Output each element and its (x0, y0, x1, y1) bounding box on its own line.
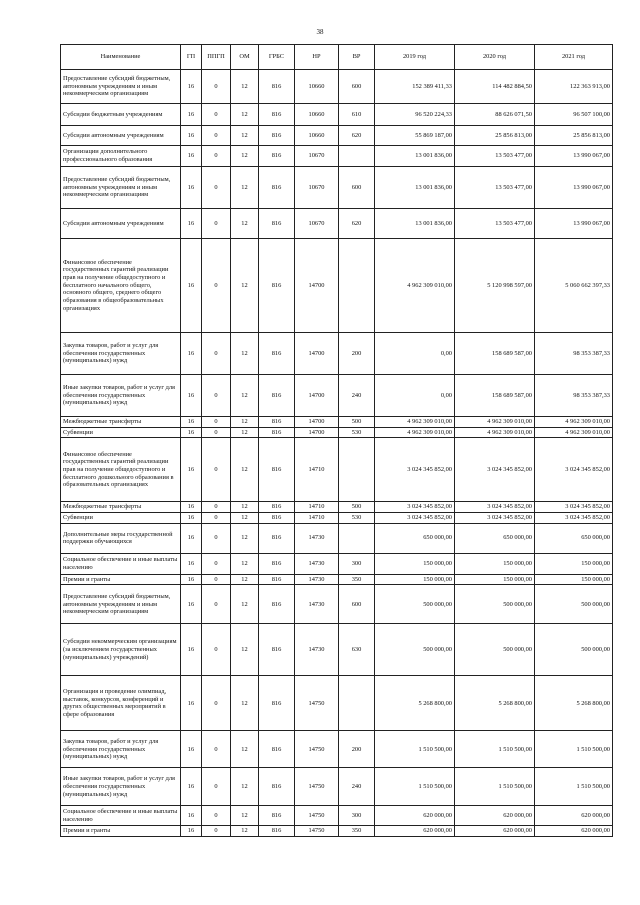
cell-om: 12 (231, 768, 259, 806)
cell-name: Закупка товаров, работ и услуг для обеспечения государственных (муниципальных) нужд (61, 731, 181, 768)
cell-2019: 4 962 309 010,00 (375, 417, 455, 428)
cell-2020: 13 503 477,00 (455, 209, 535, 239)
cell-grbs: 816 (259, 826, 295, 837)
cell-2021: 122 363 913,00 (535, 70, 613, 104)
cell-nr: 14730 (295, 585, 339, 624)
cell-2021: 650 000,00 (535, 523, 613, 553)
cell-2019: 500 000,00 (375, 624, 455, 676)
cell-2021: 500 000,00 (535, 585, 613, 624)
cell-grbs: 816 (259, 417, 295, 428)
cell-vr: 600 (339, 167, 375, 209)
cell-grbs: 816 (259, 427, 295, 438)
cell-2021: 3 024 345 852,00 (535, 513, 613, 524)
cell-om: 12 (231, 826, 259, 837)
cell-2019: 3 024 345 852,00 (375, 502, 455, 513)
cell-2020: 25 856 813,00 (455, 126, 535, 146)
header-2019: 2019 год (375, 45, 455, 70)
table-row (61, 146, 613, 167)
cell-om: 12 (231, 438, 259, 502)
cell-gp: 16 (181, 574, 202, 585)
cell-vr: 200 (339, 731, 375, 768)
cell-om: 12 (231, 167, 259, 209)
header-gp: ГП (181, 45, 202, 70)
cell-2019: 3 024 345 852,00 (375, 513, 455, 524)
cell-om: 12 (231, 553, 259, 574)
table-row (61, 333, 613, 375)
cell-name: Премии и гранты (61, 826, 181, 837)
cell-2021: 3 024 345 852,00 (535, 438, 613, 502)
cell-name: Субсидии некоммерческим организациям (за исключением государственных (муниципальных) учреждений) (61, 624, 181, 676)
cell-gp: 16 (181, 585, 202, 624)
cell-grbs: 816 (259, 239, 295, 333)
cell-grbs: 816 (259, 126, 295, 146)
cell-nr: 14750 (295, 806, 339, 826)
cell-ppgp: 0 (202, 209, 231, 239)
table-row (61, 731, 613, 768)
cell-2021: 25 856 813,00 (535, 126, 613, 146)
cell-nr: 14750 (295, 768, 339, 806)
table-row (61, 438, 613, 502)
cell-gp: 16 (181, 333, 202, 375)
cell-name: Субвенции (61, 427, 181, 438)
cell-2019: 96 520 224,33 (375, 104, 455, 126)
cell-nr: 14730 (295, 523, 339, 553)
cell-2021: 620 000,00 (535, 826, 613, 837)
cell-grbs: 816 (259, 676, 295, 731)
cell-2021: 620 000,00 (535, 806, 613, 826)
cell-2021: 5 060 662 397,33 (535, 239, 613, 333)
cell-nr: 14750 (295, 826, 339, 837)
cell-vr (339, 676, 375, 731)
cell-vr: 620 (339, 209, 375, 239)
cell-2019: 5 268 800,00 (375, 676, 455, 731)
cell-vr: 600 (339, 585, 375, 624)
cell-2021: 4 962 309 010,00 (535, 427, 613, 438)
cell-ppgp: 0 (202, 585, 231, 624)
cell-name: Иные закупки товаров, работ и услуг для обеспечения государственных (муниципальных) нужд (61, 375, 181, 417)
cell-2019: 4 962 309 010,00 (375, 239, 455, 333)
cell-gp: 16 (181, 676, 202, 731)
cell-gp: 16 (181, 104, 202, 126)
table-row (61, 513, 613, 524)
cell-vr: 530 (339, 513, 375, 524)
cell-grbs: 816 (259, 333, 295, 375)
cell-gp: 16 (181, 209, 202, 239)
table-row (61, 806, 613, 826)
cell-om: 12 (231, 523, 259, 553)
cell-2020: 158 689 587,00 (455, 333, 535, 375)
cell-vr: 530 (339, 427, 375, 438)
cell-name: Социальное обеспечение и иные выплаты населению (61, 553, 181, 574)
cell-2019: 620 000,00 (375, 806, 455, 826)
cell-2021: 150 000,00 (535, 574, 613, 585)
table-row (61, 417, 613, 428)
cell-2020: 114 482 884,50 (455, 70, 535, 104)
cell-ppgp: 0 (202, 126, 231, 146)
cell-gp: 16 (181, 438, 202, 502)
cell-2020: 620 000,00 (455, 806, 535, 826)
cell-om: 12 (231, 624, 259, 676)
cell-grbs: 816 (259, 502, 295, 513)
cell-gp: 16 (181, 427, 202, 438)
cell-ppgp: 0 (202, 146, 231, 167)
table-row (61, 427, 613, 438)
cell-om: 12 (231, 333, 259, 375)
cell-gp: 16 (181, 146, 202, 167)
cell-ppgp: 0 (202, 768, 231, 806)
cell-ppgp: 0 (202, 731, 231, 768)
cell-grbs: 816 (259, 574, 295, 585)
cell-name: Социальное обеспечение и иные выплаты населению (61, 806, 181, 826)
cell-2019: 650 000,00 (375, 523, 455, 553)
cell-ppgp: 0 (202, 333, 231, 375)
cell-2021: 98 353 387,33 (535, 375, 613, 417)
cell-2021: 1 510 500,00 (535, 731, 613, 768)
cell-grbs: 816 (259, 768, 295, 806)
cell-ppgp: 0 (202, 523, 231, 553)
cell-om: 12 (231, 104, 259, 126)
cell-om: 12 (231, 585, 259, 624)
header-vr: ВР (339, 45, 375, 70)
cell-name: Субсидии бюджетным учреждениям (61, 104, 181, 126)
cell-om: 12 (231, 146, 259, 167)
header-grbs: ГРБС (259, 45, 295, 70)
cell-grbs: 816 (259, 438, 295, 502)
cell-ppgp: 0 (202, 806, 231, 826)
table-row (61, 624, 613, 676)
cell-ppgp: 0 (202, 239, 231, 333)
table-row (61, 209, 613, 239)
cell-2021: 4 962 309 010,00 (535, 417, 613, 428)
cell-2019: 13 001 836,00 (375, 167, 455, 209)
cell-gp: 16 (181, 502, 202, 513)
cell-2020: 620 000,00 (455, 826, 535, 837)
cell-ppgp: 0 (202, 427, 231, 438)
table-row (61, 70, 613, 104)
cell-2020: 1 510 500,00 (455, 731, 535, 768)
cell-2021: 13 990 067,00 (535, 146, 613, 167)
cell-om: 12 (231, 126, 259, 146)
cell-2021: 1 510 500,00 (535, 768, 613, 806)
cell-2019: 13 001 836,00 (375, 209, 455, 239)
cell-nr: 14700 (295, 427, 339, 438)
cell-2019: 1 510 500,00 (375, 731, 455, 768)
cell-name: Субвенции (61, 513, 181, 524)
table-row (61, 375, 613, 417)
cell-gp: 16 (181, 553, 202, 574)
table-row (61, 585, 613, 624)
cell-gp: 16 (181, 768, 202, 806)
table-row (61, 104, 613, 126)
cell-2020: 4 962 309 010,00 (455, 417, 535, 428)
cell-2019: 150 000,00 (375, 553, 455, 574)
cell-grbs: 816 (259, 585, 295, 624)
cell-name: Предоставление субсидий бюджетным, автономным учреждениям и иным некоммерческим организациям (61, 167, 181, 209)
cell-ppgp: 0 (202, 624, 231, 676)
cell-grbs: 816 (259, 806, 295, 826)
cell-gp: 16 (181, 806, 202, 826)
table-row (61, 502, 613, 513)
cell-vr: 350 (339, 826, 375, 837)
cell-ppgp: 0 (202, 574, 231, 585)
cell-grbs: 816 (259, 523, 295, 553)
cell-om: 12 (231, 731, 259, 768)
cell-ppgp: 0 (202, 70, 231, 104)
header-om: ОМ (231, 45, 259, 70)
cell-nr: 14700 (295, 375, 339, 417)
cell-vr (339, 146, 375, 167)
cell-2020: 5 120 998 597,00 (455, 239, 535, 333)
cell-gp: 16 (181, 167, 202, 209)
cell-ppgp: 0 (202, 826, 231, 837)
cell-grbs: 816 (259, 513, 295, 524)
cell-om: 12 (231, 806, 259, 826)
header-ppgp: ППГП (202, 45, 231, 70)
table-body (61, 70, 613, 837)
cell-gp: 16 (181, 826, 202, 837)
cell-2020: 3 024 345 852,00 (455, 502, 535, 513)
cell-grbs: 816 (259, 146, 295, 167)
cell-vr: 200 (339, 333, 375, 375)
cell-name: Финансовое обеспечение государственных гарантий реализации прав на получение общедоступного и бесплатного начального общего, основного общего, среднего общего образования в общеобразовательных организациях (61, 239, 181, 333)
table-row (61, 126, 613, 146)
cell-name: Предоставление субсидий бюджетным, автономным учреждениям и иным некоммерческим организациям (61, 585, 181, 624)
cell-om: 12 (231, 239, 259, 333)
cell-om: 12 (231, 427, 259, 438)
cell-2020: 3 024 345 852,00 (455, 438, 535, 502)
cell-ppgp: 0 (202, 417, 231, 428)
cell-om: 12 (231, 209, 259, 239)
cell-gp: 16 (181, 126, 202, 146)
cell-om: 12 (231, 574, 259, 585)
table-row (61, 768, 613, 806)
cell-om: 12 (231, 417, 259, 428)
cell-gp: 16 (181, 417, 202, 428)
cell-grbs: 816 (259, 70, 295, 104)
cell-ppgp: 0 (202, 438, 231, 502)
cell-gp: 16 (181, 239, 202, 333)
cell-nr: 10660 (295, 126, 339, 146)
cell-nr: 14730 (295, 624, 339, 676)
cell-nr: 14750 (295, 676, 339, 731)
cell-name: Предоставление субсидий бюджетным, автономным учреждениям и иным некоммерческим организациям (61, 70, 181, 104)
cell-2019: 13 001 836,00 (375, 146, 455, 167)
cell-nr: 10660 (295, 70, 339, 104)
cell-2020: 500 000,00 (455, 624, 535, 676)
cell-name: Межбюджетные трансферты (61, 502, 181, 513)
cell-vr: 600 (339, 70, 375, 104)
cell-2019: 620 000,00 (375, 826, 455, 837)
cell-ppgp: 0 (202, 167, 231, 209)
cell-name: Премии и гранты (61, 574, 181, 585)
cell-name: Финансовое обеспечение государственных гарантий реализации прав на получение общедоступного и бесплатного дошкольного образования в образовательных организациях (61, 438, 181, 502)
table-header-row (61, 45, 613, 70)
cell-nr: 14710 (295, 502, 339, 513)
cell-vr: 630 (339, 624, 375, 676)
cell-vr: 500 (339, 502, 375, 513)
cell-gp: 16 (181, 375, 202, 417)
cell-grbs: 816 (259, 624, 295, 676)
cell-vr: 620 (339, 126, 375, 146)
cell-2021: 13 990 067,00 (535, 209, 613, 239)
budget-table (60, 44, 613, 837)
cell-ppgp: 0 (202, 375, 231, 417)
cell-om: 12 (231, 513, 259, 524)
cell-nr: 10660 (295, 104, 339, 126)
cell-name: Организация и проведение олимпиад, выставок, конкурсов, конференций и других общественных мероприятий в сфере образования (61, 676, 181, 731)
cell-name: Иные закупки товаров, работ и услуг для обеспечения государственных (муниципальных) нужд (61, 768, 181, 806)
header-2020: 2020 год (455, 45, 535, 70)
cell-om: 12 (231, 70, 259, 104)
cell-2021: 13 990 067,00 (535, 167, 613, 209)
cell-gp: 16 (181, 70, 202, 104)
cell-grbs: 816 (259, 731, 295, 768)
cell-2020: 158 689 587,00 (455, 375, 535, 417)
table-row (61, 574, 613, 585)
cell-2021: 5 268 800,00 (535, 676, 613, 731)
cell-2021: 150 000,00 (535, 553, 613, 574)
cell-2020: 1 510 500,00 (455, 768, 535, 806)
cell-vr: 350 (339, 574, 375, 585)
cell-2019: 4 962 309 010,00 (375, 427, 455, 438)
cell-ppgp: 0 (202, 676, 231, 731)
cell-nr: 14730 (295, 553, 339, 574)
page-number: 38 (316, 28, 324, 36)
cell-nr: 14700 (295, 417, 339, 428)
cell-vr: 300 (339, 553, 375, 574)
table-row (61, 826, 613, 837)
cell-nr: 10670 (295, 146, 339, 167)
cell-nr: 14700 (295, 333, 339, 375)
cell-vr (339, 438, 375, 502)
cell-nr: 10670 (295, 167, 339, 209)
cell-2021: 96 507 100,00 (535, 104, 613, 126)
cell-nr: 14730 (295, 574, 339, 585)
cell-vr: 240 (339, 768, 375, 806)
cell-gp: 16 (181, 513, 202, 524)
cell-vr: 300 (339, 806, 375, 826)
cell-2020: 4 962 309 010,00 (455, 427, 535, 438)
cell-gp: 16 (181, 523, 202, 553)
cell-2020: 3 024 345 852,00 (455, 513, 535, 524)
cell-2021: 98 353 387,33 (535, 333, 613, 375)
cell-2019: 55 869 187,00 (375, 126, 455, 146)
cell-vr (339, 523, 375, 553)
cell-2020: 650 000,00 (455, 523, 535, 553)
cell-vr: 610 (339, 104, 375, 126)
cell-grbs: 816 (259, 209, 295, 239)
cell-2021: 500 000,00 (535, 624, 613, 676)
cell-om: 12 (231, 676, 259, 731)
cell-nr: 14750 (295, 731, 339, 768)
table-row (61, 167, 613, 209)
cell-name: Закупка товаров, работ и услуг для обеспечения государственных (муниципальных) нужд (61, 333, 181, 375)
cell-grbs: 816 (259, 375, 295, 417)
cell-ppgp: 0 (202, 502, 231, 513)
cell-grbs: 816 (259, 104, 295, 126)
cell-2019: 0,00 (375, 375, 455, 417)
cell-nr: 10670 (295, 209, 339, 239)
cell-2019: 3 024 345 852,00 (375, 438, 455, 502)
cell-name: Дополнительные меры государственной поддержки обучающихся (61, 523, 181, 553)
cell-nr: 14700 (295, 239, 339, 333)
cell-2020: 88 626 071,50 (455, 104, 535, 126)
cell-name: Субсидии автономным учреждениям (61, 209, 181, 239)
cell-2019: 1 510 500,00 (375, 768, 455, 806)
cell-ppgp: 0 (202, 104, 231, 126)
cell-name: Межбюджетные трансферты (61, 417, 181, 428)
cell-2019: 500 000,00 (375, 585, 455, 624)
cell-name: Организации дополнительного профессионального образования (61, 146, 181, 167)
cell-2020: 500 000,00 (455, 585, 535, 624)
table-row (61, 239, 613, 333)
cell-name: Субсидии автономным учреждениям (61, 126, 181, 146)
cell-2020: 5 268 800,00 (455, 676, 535, 731)
cell-2020: 13 503 477,00 (455, 146, 535, 167)
table-row (61, 523, 613, 553)
header-nr: НР (295, 45, 339, 70)
cell-om: 12 (231, 375, 259, 417)
cell-2019: 0,00 (375, 333, 455, 375)
cell-2020: 150 000,00 (455, 574, 535, 585)
cell-2021: 3 024 345 852,00 (535, 502, 613, 513)
cell-gp: 16 (181, 624, 202, 676)
cell-vr: 500 (339, 417, 375, 428)
table-row (61, 676, 613, 731)
cell-gp: 16 (181, 731, 202, 768)
cell-ppgp: 0 (202, 553, 231, 574)
header-name: Наименование (61, 45, 181, 70)
cell-ppgp: 0 (202, 513, 231, 524)
cell-2019: 152 389 411,33 (375, 70, 455, 104)
cell-om: 12 (231, 502, 259, 513)
cell-nr: 14710 (295, 513, 339, 524)
cell-vr: 240 (339, 375, 375, 417)
cell-2020: 150 000,00 (455, 553, 535, 574)
cell-grbs: 816 (259, 553, 295, 574)
cell-vr (339, 239, 375, 333)
cell-2020: 13 503 477,00 (455, 167, 535, 209)
cell-grbs: 816 (259, 167, 295, 209)
header-2021: 2021 год (535, 45, 613, 70)
cell-2019: 150 000,00 (375, 574, 455, 585)
table-row (61, 553, 613, 574)
cell-nr: 14710 (295, 438, 339, 502)
